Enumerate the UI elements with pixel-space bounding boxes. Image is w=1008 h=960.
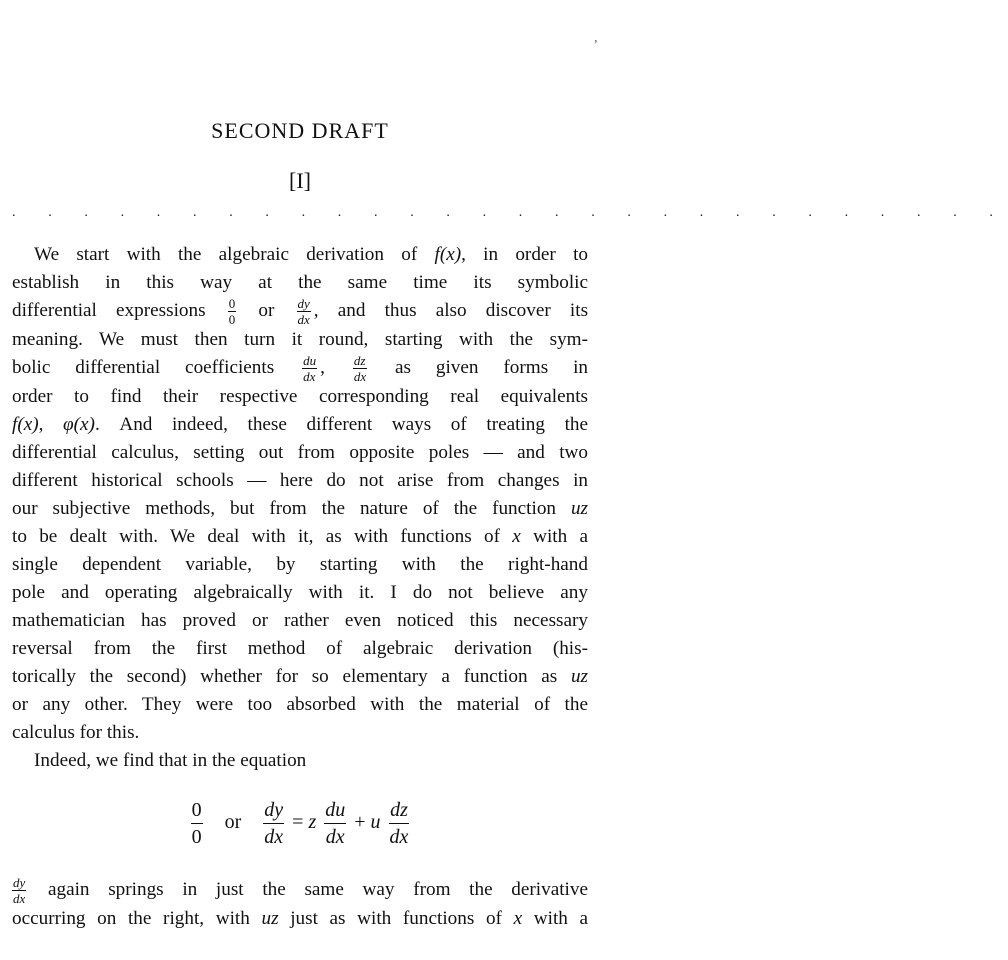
eq-fraction-dy-dx: $\frac{dy}{dx}$ [264, 799, 284, 848]
section-number: [I] [289, 168, 311, 193]
text-line: to be dealt with. We deal with it, as with functions of x with a [12, 526, 588, 548]
fraction-dy-dx: $\frac{dy}{dx}$ [13, 875, 26, 907]
text-line: reversal from the first method of algebraic derivation (his- [12, 638, 588, 660]
text-line: or any other. They were too absorbed with the material of the [12, 694, 588, 716]
text-line: meaning. We must then turn it round, starting with the sym- [12, 329, 588, 351]
text-line: torically the second) whether for so elementary a function as uz [12, 666, 588, 688]
text-line: calculus for this. [12, 722, 140, 744]
equation [0, 800, 600, 847]
text-line: different historical schools — here do not arise from changes in [12, 470, 588, 492]
page-title: SECOND DRAFT [211, 118, 389, 143]
fraction-zero-over-zero: $\frac{0}{0}$ [228, 296, 236, 328]
fraction-dy-dx: $\frac{dy}{dx}$ [297, 296, 310, 328]
text-line: Indeed, we find that in the equation [34, 750, 307, 772]
text-line: differential calculus, setting out from opposite poles — and two [12, 442, 588, 464]
text-line: order to find their respective corresponding real equivalents [12, 386, 588, 408]
eq-fraction-zero: $\frac{0}{0}$ [191, 799, 202, 848]
eq-fraction-dz-dx: $\frac{dz}{dx}$ [389, 799, 409, 848]
eq-z: z [308, 811, 317, 834]
text-line: single dependent variable, by starting with the right-hand [12, 554, 588, 576]
text-line: establish in this way at the same time its symbolic [12, 272, 588, 293]
text-line: bolic differential coefficients $\frac{du}{dx}$ , $\frac{dz}{dx}$ as given forms in [12, 353, 589, 385]
fraction-du-dx: $\frac{du}{dx}$ [303, 353, 317, 385]
text-line: differential expressions $\frac{0}{0}$ or $\frac{dy}{dx}$ , and thus also discover its [12, 296, 589, 328]
paragraph-1 [12, 241, 588, 775]
fraction-dz-dx: $\frac{dz}{dx}$ [353, 353, 367, 385]
text-line: f(x), φ(x). And indeed, these different ways of treating the [12, 414, 589, 436]
text-line: occurring on the right, with uz just as with functions of x with a [12, 908, 589, 930]
eq-plus: + [354, 811, 366, 834]
text-line: mathematician has proved or rather even noticed this necessary [12, 610, 588, 632]
eq-u: u [370, 811, 381, 834]
text-line: $\frac{dy}{dx}$ again springs in just the same way from the derivative [13, 875, 589, 907]
omission-dots: . . . . . . . . . . . . . . . . . . . . . . . . . . . . [12, 205, 1008, 220]
eq-or: or [224, 811, 242, 834]
paragraph-2 [12, 876, 588, 933]
text-line: our subjective methods, but from the nature of the function uz [12, 498, 589, 520]
text-line: pole and operating algebraically with it. I do not believe any [12, 582, 588, 604]
text-line: We start with the algebraic derivation of f(x), in order to [34, 244, 588, 265]
eq-fraction-du-dx: $\frac{du}{dx}$ [325, 799, 346, 848]
eq-equals: = [292, 811, 304, 834]
corner-mark: ’ [593, 38, 598, 53]
